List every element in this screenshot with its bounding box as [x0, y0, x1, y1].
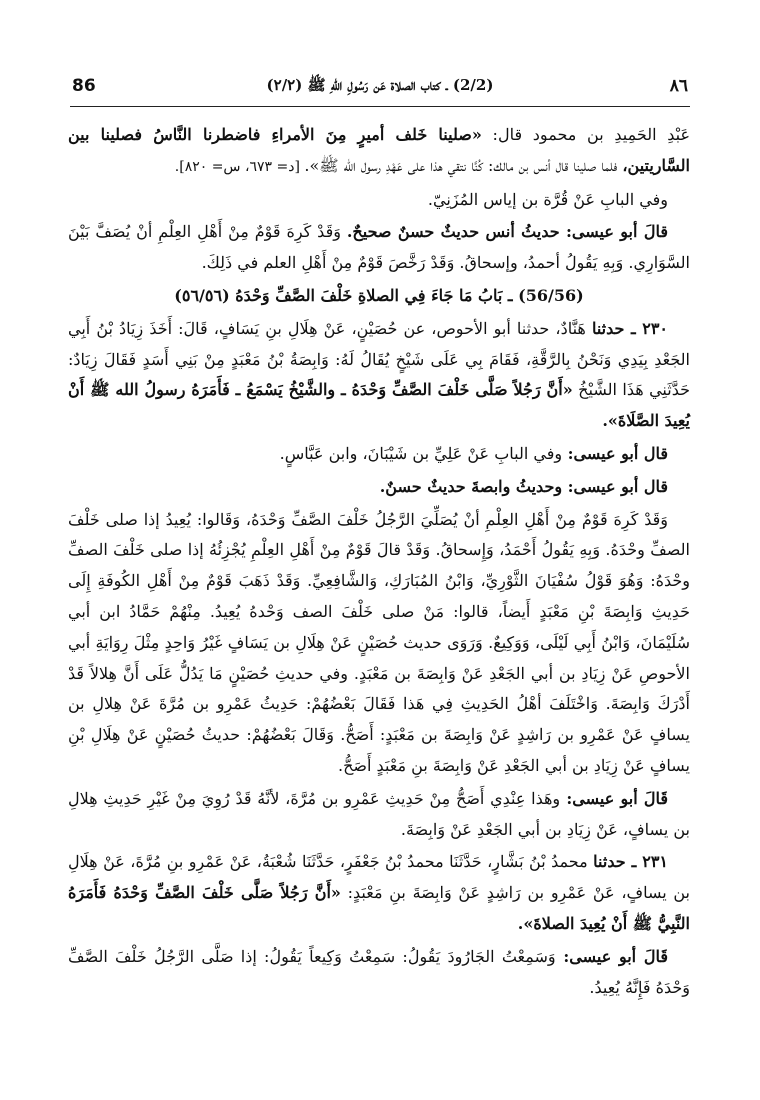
paragraph-bab-2 [68, 439, 690, 470]
hadith-230 [68, 314, 690, 437]
hadith-number: ٢٣٠ ـ حدثنا [591, 318, 668, 338]
ruling-text: وَقَدْ كَرِهَ قَوْمٌ مِنْ أَهْلِ العِلْمِ أنْ يُصَفَّ بَيْنَ السَّوَارِي. وَبِهِ يَقُولُ أحمدُ، وإسحاقُ. وَقَدْ رَخَّصَ قَوْمٌ مِنْ أَهْلِ العلم في ذَلِكَ. [68, 222, 690, 273]
narrator-text: عَبْدِ الحَمِيدِ بن محمود قال: [481, 125, 691, 144]
isnad-text: محمدُ بْنُ بَشَّارٍ، حَدَّثَنَا محمدُ بْنُ جَعْفَرٍ، حَدَّثَنَا شُعْبَةُ، عَنْ عَمْرِو بنِ مُرَّةَ، عَنْ هِلَالِ بن يسافٍ، عَنْ عَمْرِو بن رَاشِدٍ عَنْ وَابِصَةَ بنِ مَعْبَدٍ: [68, 852, 691, 903]
paragraph-bab: وفي البابِ عَنْ قُرَّة بن إياس المُزَنِيّ. [427, 189, 668, 209]
chapter-heading: (56/56) ـ بَابُ مَا جَاءَ فِي الصلاةِ خَلْفَ الصَّفِّ وَحْدَهُ (٥٦/٥٦) [174, 285, 584, 305]
paragraph-continuation [68, 120, 690, 183]
grading-text: حديثُ أنس حديثٌ حسنٌ صحيحٌ. [346, 222, 560, 242]
bab-text: وفي البابِ عَنْ عَلِيِّ بن شَيْبَانَ، وابن عَبَّاسٍ. [279, 443, 563, 463]
hadith-number: ٢٣١ ـ حدثنا [593, 852, 668, 872]
paragraph-ruling [68, 217, 690, 279]
isnad-text: هَنَّادٌ، حدثنا أبو الأحوص، عن حُصَيْنٍ، عَنْ هِلَالِ بنِ يَسَافٍ، قَالَ: أَخَذَ زِيَادُ بْنُ أَبِي الجَعْدِ بِيَدِي وَنَحْنُ بِالرَّقَّةِ، فَقَامَ بِي عَلَى شَيْخٍ يُقَالُ لَهُ: وَابِصَةُ بْنُ مَعْبَدٍ مِنْ بَنِي أَسَدٍ فَقَالَ زِيَادٌ: حَدَّثَنِي هَذَا الشَّيْخُ [68, 318, 690, 400]
conclusion-text: وهَذا عِنْدِي أَصَحُّ مِنْ حَدِيثِ عَمْرِو بن مُرَّةَ، لأنَّهُ قَدْ رُوِيَ مِنْ غَيْرِ حَدِيثِ هِلالِ بن يسافٍ، عَنْ زِيَادِ بن أبي الجَعْدِ عَنْ وَابِصَةَ. [68, 788, 690, 839]
abu-isa-label: قال أبو عيسى: [562, 443, 668, 463]
hadith-quote-end: فلما صلينا قال أنس بن مالك: كُنَّا نتقي هذا على عَهْدِ رسول الله ﷺ». [304, 155, 623, 175]
page-header [70, 72, 690, 107]
paragraph-discussion: وَقَدْ كَرِهَ قَوْمٌ مِنْ أَهْلِ العِلْمِ أنْ يُصَلِّيَ الرَّجُلُ خَلْفَ الصَّفِّ وَحْدَهُ، وَقَالوا: يُعِيدُ إذا صلى خَلْفَ الصفِّ وحْدَهُ. وَبِهِ يَقُولُ أَحْمَدُ، وَإِسحاقُ. وَقَدْ قالَ قَوْمٌ مِنْ أَهْلِ العِلْمِ يُجْزِئُهُ إذا صلى خَلْفَ الصفِّ وحْدَهُ: وَهُوَ قَوْلُ سُفْيَانَ الثَّوْرِيِّ، وَابْنُ المُبَارَكِ، وَالشَّافِعِيِّ. وَقَدْ ذَهَبَ قَوْمٌ مِنْ أَهْلِ الكُوفَةِ إِلَى حَدِيثِ وَابِصَةَ بْنِ مَعْبَدٍ أَيضاً، قالوا: مَنْ صلى خَلْفَ الصف وَحْدهُ يُعِيدُ. مِنْهُمْ حَمَّادُ ابن أبي سُلَيْمَانَ، وَابْنُ أَبِي لَيْلَى، وَوَكِيعٌ. وَرَوَى حديث حُصَيْنٍ عَنْ هِلَالِ بن يَسَافٍ غَيْرُ وَاحِدٍ مِثْلَ رِوَايَةِ أبي الأحوصِ عَنْ زِيَادِ بن أبي الجَعْدِ عَنْ وَابِصَةَ بن مَعْبَدٍ. وفي حديثِ حُصَيْنٍ مَا يَدُلُّ عَلَى أَنَّ هِلالاً قَدْ أَدْرَكَ وَابِصَةَ. وَاخْتَلَفَ أهْلُ الحَدِيثِ فِي هَذا فَقَالَ بَعْضُهُمْ: حَدِيثُ عَمْرِو بن مُرَّةَ عَنْ هِلالِ بن يسافٍ عَنْ عَمْرِو بن رَاشِدٍ عَنْ وَابِصَةَ بن مَعْبَدٍ: أَصَحُّ. وَقَالَ بَعْضُهُمْ: حديثُ حُصَيْنٍ عَنْ هِلَالِ بْنِ يسافٍ عَنْ زِيَادِ بن أبي الجَعْدِ عَنْ وَابِصَةَ بنِ مَعْبَدٍ أَصَحُّ. [68, 509, 690, 775]
reference-note: [د= ٦٧٣، س= ٨٢٠]. [174, 158, 305, 175]
abu-isa-label: قال أبو عيسى: [562, 476, 668, 496]
paragraph-grading [68, 472, 690, 503]
hadith-quote: «صلينا خَلف أميرٍ مِنَ الأمراءِ فاضطرنا النَّاسُ فصلينا بين السَّاريتين، [68, 125, 690, 175]
hadith-231 [68, 847, 690, 939]
running-title: (2/2) ـ كتاب الصلاة عَن رَسُولِ اللهِ ﷺ (٢/٢) [266, 76, 494, 94]
paragraph-conclusion [68, 784, 690, 846]
abu-isa-label: قَالَ أبو عيسى: [560, 788, 669, 808]
grading-text: وحديثُ وابصةَ حديثٌ حسنٌ. [379, 476, 563, 496]
abu-isa-label: قَالَ أبو عيسى: [555, 946, 668, 966]
page-number-arabic: ٨٦ [669, 76, 688, 96]
page-body [68, 120, 690, 1005]
final-text: وَسَمِعْتُ الجَارُودَ يَقُولُ: سَمِعْتُ وَكِيعاً يَقُولُ: إذا صَلَّى الرَّجُلُ خَلْفَ الصَّفِّ وَحْدَهُ فَإِنَّهُ يُعِيدُ. [68, 946, 690, 997]
matn-text: «أَنَّ رَجُلاً صَلَّى خَلْفَ الصَّفِّ وَحْدَهُ ـ والشَّيْخُ يَسْمَعُ ـ فَأَمَرَهُ رسولُ الله ﷺ أَنْ يُعِيدَ الصَّلَاةَ». [68, 380, 690, 431]
matn-text: «أَنَّ رَجُلاً صَلَّى خَلْفَ الصَّفِّ وَحْدَهُ فَأَمَرَهُ النَّبِيُّ ﷺ أَنْ يُعِيدَ الصلاةَ». [68, 883, 690, 933]
page-number-latin: 86 [72, 76, 96, 96]
paragraph-final [68, 942, 690, 1004]
abu-isa-label: قالَ أبو عيسى: [559, 222, 668, 242]
